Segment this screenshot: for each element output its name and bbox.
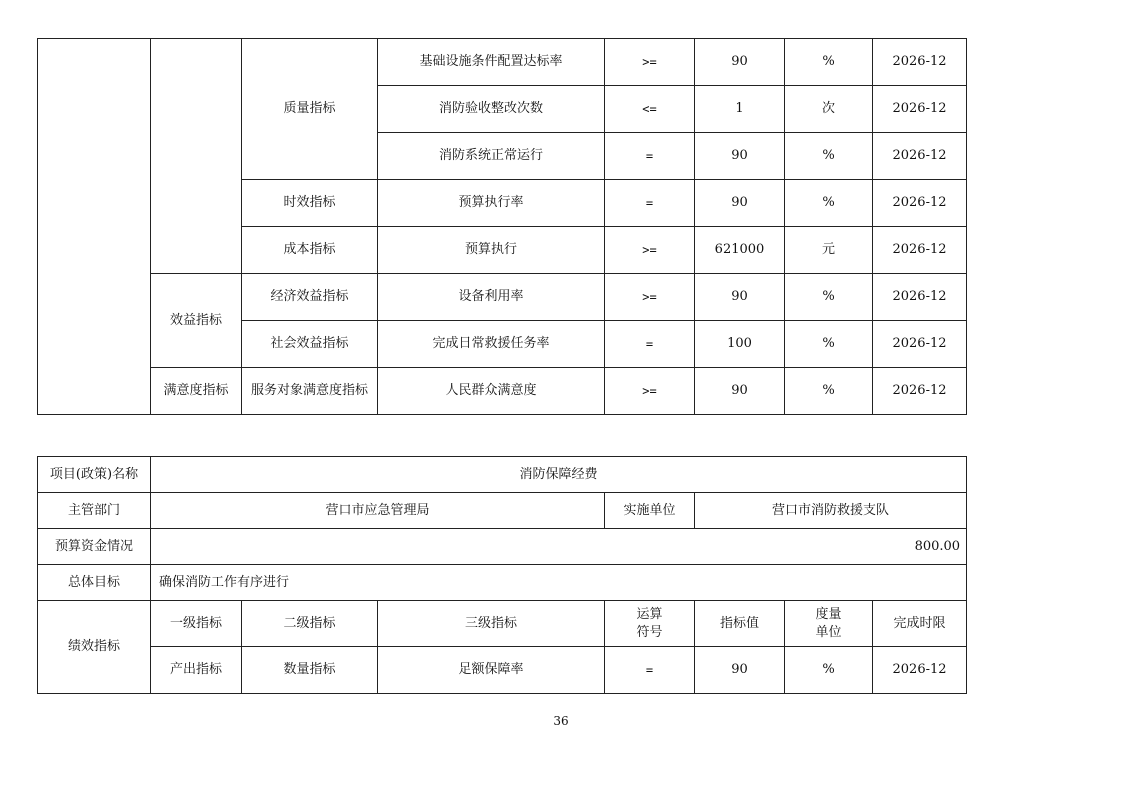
header-level1: 一级指标 xyxy=(151,601,242,647)
performance-indicator-label: 绩效指标 xyxy=(38,601,151,694)
operator-cell: >= xyxy=(605,368,695,415)
goal-label: 总体目标 xyxy=(38,565,151,601)
unit-cell: % xyxy=(785,368,873,415)
goal-row xyxy=(38,565,967,601)
goal-value: 确保消防工作有序进行 xyxy=(151,565,967,601)
level2-cell: 质量指标 xyxy=(242,39,378,180)
budget-row xyxy=(38,529,967,565)
level3-cell: 消防验收整改次数 xyxy=(378,86,605,133)
value-cell: 100 xyxy=(695,321,785,368)
deadline-cell: 2026-12 xyxy=(873,274,967,321)
operator-cell: = xyxy=(605,321,695,368)
level1-cell: 产出指标 xyxy=(151,647,242,694)
unit-cell: % xyxy=(785,133,873,180)
deadline-cell: 2026-12 xyxy=(873,368,967,415)
unit-cell: % xyxy=(785,647,873,694)
deadline-cell: 2026-12 xyxy=(873,227,967,274)
value-cell: 1 xyxy=(695,86,785,133)
level1-cell: 满意度指标 xyxy=(151,368,242,415)
header-value: 指标值 xyxy=(695,601,785,647)
unit-cell: % xyxy=(785,274,873,321)
project-name-value: 消防保障经费 xyxy=(151,457,967,493)
level3-cell: 预算执行率 xyxy=(378,180,605,227)
blank-cell xyxy=(38,39,151,415)
level3-cell: 基础设施条件配置达标率 xyxy=(378,39,605,86)
level2-cell: 数量指标 xyxy=(242,647,378,694)
operator-cell: = xyxy=(605,180,695,227)
budget-value: 800.00 xyxy=(151,529,967,565)
table-row xyxy=(38,368,967,415)
header-deadline: 完成时限 xyxy=(873,601,967,647)
operator-cell: >= xyxy=(605,227,695,274)
level1-cell: 效益指标 xyxy=(151,274,242,368)
page-number: 36 xyxy=(553,714,569,728)
unit-cell: 次 xyxy=(785,86,873,133)
department-value: 营口市应急管理局 xyxy=(151,493,605,529)
level2-cell: 社会效益指标 xyxy=(242,321,378,368)
level3-cell: 消防系统正常运行 xyxy=(378,133,605,180)
operator-cell: >= xyxy=(605,39,695,86)
operator-cell: <= xyxy=(605,86,695,133)
project-name-label: 项目(政策)名称 xyxy=(38,457,151,493)
value-cell: 90 xyxy=(695,39,785,86)
header-level2: 二级指标 xyxy=(242,601,378,647)
header-operator-line2: 符号 xyxy=(636,624,663,640)
header-unit-line1: 度量 xyxy=(815,606,842,622)
level3-cell: 设备利用率 xyxy=(378,274,605,321)
unit-cell: % xyxy=(785,321,873,368)
header-operator xyxy=(605,601,695,647)
value-cell: 90 xyxy=(695,180,785,227)
table-row xyxy=(38,39,967,86)
indicator-table-continued xyxy=(37,38,967,415)
level3-cell: 人民群众满意度 xyxy=(378,368,605,415)
deadline-cell: 2026-12 xyxy=(873,321,967,368)
deadline-cell: 2026-12 xyxy=(873,86,967,133)
value-cell: 621000 xyxy=(695,227,785,274)
project-table xyxy=(37,456,967,694)
operator-cell: >= xyxy=(605,274,695,321)
blank-cell xyxy=(151,39,242,274)
table-row xyxy=(38,274,967,321)
level2-cell: 成本指标 xyxy=(242,227,378,274)
level3-cell: 足额保障率 xyxy=(378,647,605,694)
unit-cell: 元 xyxy=(785,227,873,274)
header-operator-line1: 运算 xyxy=(636,606,663,622)
budget-label: 预算资金情况 xyxy=(38,529,151,565)
value-cell: 90 xyxy=(695,274,785,321)
deadline-cell: 2026-12 xyxy=(873,180,967,227)
table-row xyxy=(38,647,967,694)
unit-cell: % xyxy=(785,180,873,227)
indicator-header-row xyxy=(38,601,967,647)
header-unit-line2: 单位 xyxy=(815,624,842,640)
deadline-cell: 2026-12 xyxy=(873,39,967,86)
level2-cell: 服务对象满意度指标 xyxy=(242,368,378,415)
level2-cell: 经济效益指标 xyxy=(242,274,378,321)
value-cell: 90 xyxy=(695,647,785,694)
operator-cell: = xyxy=(605,133,695,180)
department-label: 主管部门 xyxy=(38,493,151,529)
implementing-unit-label: 实施单位 xyxy=(605,493,695,529)
level2-cell: 时效指标 xyxy=(242,180,378,227)
header-level3: 三级指标 xyxy=(378,601,605,647)
department-row xyxy=(38,493,967,529)
implementing-unit-value: 营口市消防救援支队 xyxy=(695,493,967,529)
deadline-cell: 2026-12 xyxy=(873,647,967,694)
header-unit xyxy=(785,601,873,647)
unit-cell: % xyxy=(785,39,873,86)
value-cell: 90 xyxy=(695,368,785,415)
level3-cell: 预算执行 xyxy=(378,227,605,274)
level3-cell: 完成日常救援任务率 xyxy=(378,321,605,368)
project-name-row xyxy=(38,457,967,493)
operator-cell: = xyxy=(605,647,695,694)
value-cell: 90 xyxy=(695,133,785,180)
deadline-cell: 2026-12 xyxy=(873,133,967,180)
